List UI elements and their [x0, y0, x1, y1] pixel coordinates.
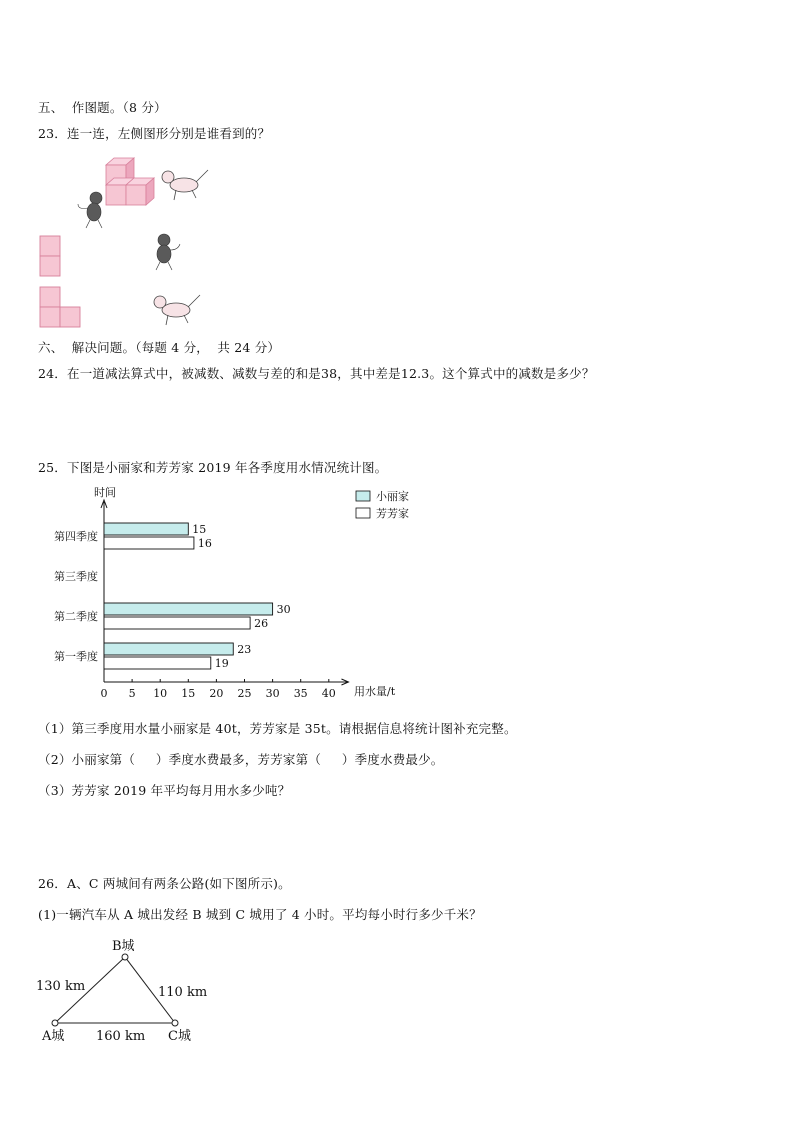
x-tick-label: 10 — [153, 687, 168, 700]
bar-xiaoli — [104, 523, 188, 535]
question-25-part3: （3）芳芳家 2019 年平均每月用水多少吨？ — [38, 783, 291, 798]
bar-value-label: 26 — [254, 617, 269, 630]
x-tick-label: 25 — [237, 687, 252, 700]
question-23: 23．连一连，左侧图形分别是谁看到的？ — [38, 126, 271, 141]
front-view-shape — [40, 236, 60, 276]
bar-fangfang — [104, 617, 250, 629]
bar-value-label: 19 — [214, 657, 229, 670]
dog-image-bottom — [154, 295, 200, 325]
question-25-part2: （2）小丽家第（ ）季度水费最多，芳芳家第（ ）季度水费最少。 — [38, 752, 444, 767]
x-tick-label: 5 — [128, 687, 136, 700]
monkey-image-middle — [156, 234, 180, 270]
x-tick-label: 0 — [100, 687, 108, 700]
legend-swatch-xiaoli — [356, 491, 370, 501]
x-tick-label: 35 — [293, 687, 308, 700]
legend-swatch-fangfang — [356, 508, 370, 518]
question-24: 24．在一道减法算式中，被减数、减数与差的和是38，其中差是12.3。这个算式中的减数是多少？ — [38, 366, 595, 381]
question-26-part1: (1)一辆汽车从 A 城出发经 B 城到 C 城用了 4 小时。平均每小时行多少千米？ — [38, 907, 482, 922]
city-b-node — [122, 954, 128, 960]
category-label: 第一季度 — [54, 650, 98, 663]
city-a-label: A城 — [42, 1029, 65, 1044]
city-b-label: B城 — [112, 939, 135, 954]
city-c-node — [172, 1020, 178, 1026]
question-25-part1: （1）第三季度用水量小丽家是 40t，芳芳家是 35t。请根据信息将统计图补充完整。 — [38, 721, 517, 736]
monkey-image-top — [78, 192, 102, 228]
city-route-diagram — [30, 932, 230, 1048]
question-25: 25．下图是小丽家和芳芳家 2019 年各季度用水情况统计图。 — [38, 460, 388, 475]
question-26: 26．A、C 两城间有两条公路(如下图所示)。 — [38, 876, 291, 891]
city-a-node — [52, 1020, 58, 1026]
legend-label-xiaoli: 小丽家 — [376, 490, 409, 503]
category-label: 第三季度 — [54, 570, 98, 583]
dog-image-top — [162, 170, 208, 200]
water-usage-bar-chart — [36, 484, 436, 704]
x-tick-label: 30 — [265, 687, 280, 700]
legend-label-fangfang: 芳芳家 — [376, 507, 409, 520]
x-tick-label: 40 — [321, 687, 336, 700]
bar-value-label: 16 — [197, 537, 212, 550]
bar-fangfang — [104, 657, 211, 669]
bar-value-label: 30 — [276, 603, 291, 616]
section5-heading: 五、 作图题。（8 分） — [38, 100, 167, 115]
category-label: 第四季度 — [54, 530, 98, 543]
bar-fangfang — [104, 537, 194, 549]
edge-ab-label: 130 km — [36, 979, 86, 994]
city-c-label: C城 — [168, 1029, 191, 1044]
y-axis-label: 时间 — [94, 486, 116, 499]
bar-xiaoli — [104, 643, 233, 655]
chart-legend — [356, 489, 409, 520]
bar-xiaoli — [104, 603, 273, 615]
edge-bc-label: 110 km — [158, 985, 208, 1000]
edge-ac-label: 160 km — [96, 1029, 146, 1044]
cube-stack-image — [106, 158, 154, 205]
bar-value-label: 15 — [192, 523, 207, 536]
category-label: 第二季度 — [54, 610, 98, 623]
bar-value-label: 23 — [237, 643, 252, 656]
x-axis-label: 用水量/t — [354, 685, 396, 698]
section6-heading: 六、 解决问题。（每题 4 分， 共 24 分） — [38, 340, 281, 355]
q23-illustration — [36, 150, 226, 330]
side-view-shape — [40, 287, 80, 327]
x-tick-label: 20 — [209, 687, 224, 700]
x-tick-label: 15 — [181, 687, 196, 700]
